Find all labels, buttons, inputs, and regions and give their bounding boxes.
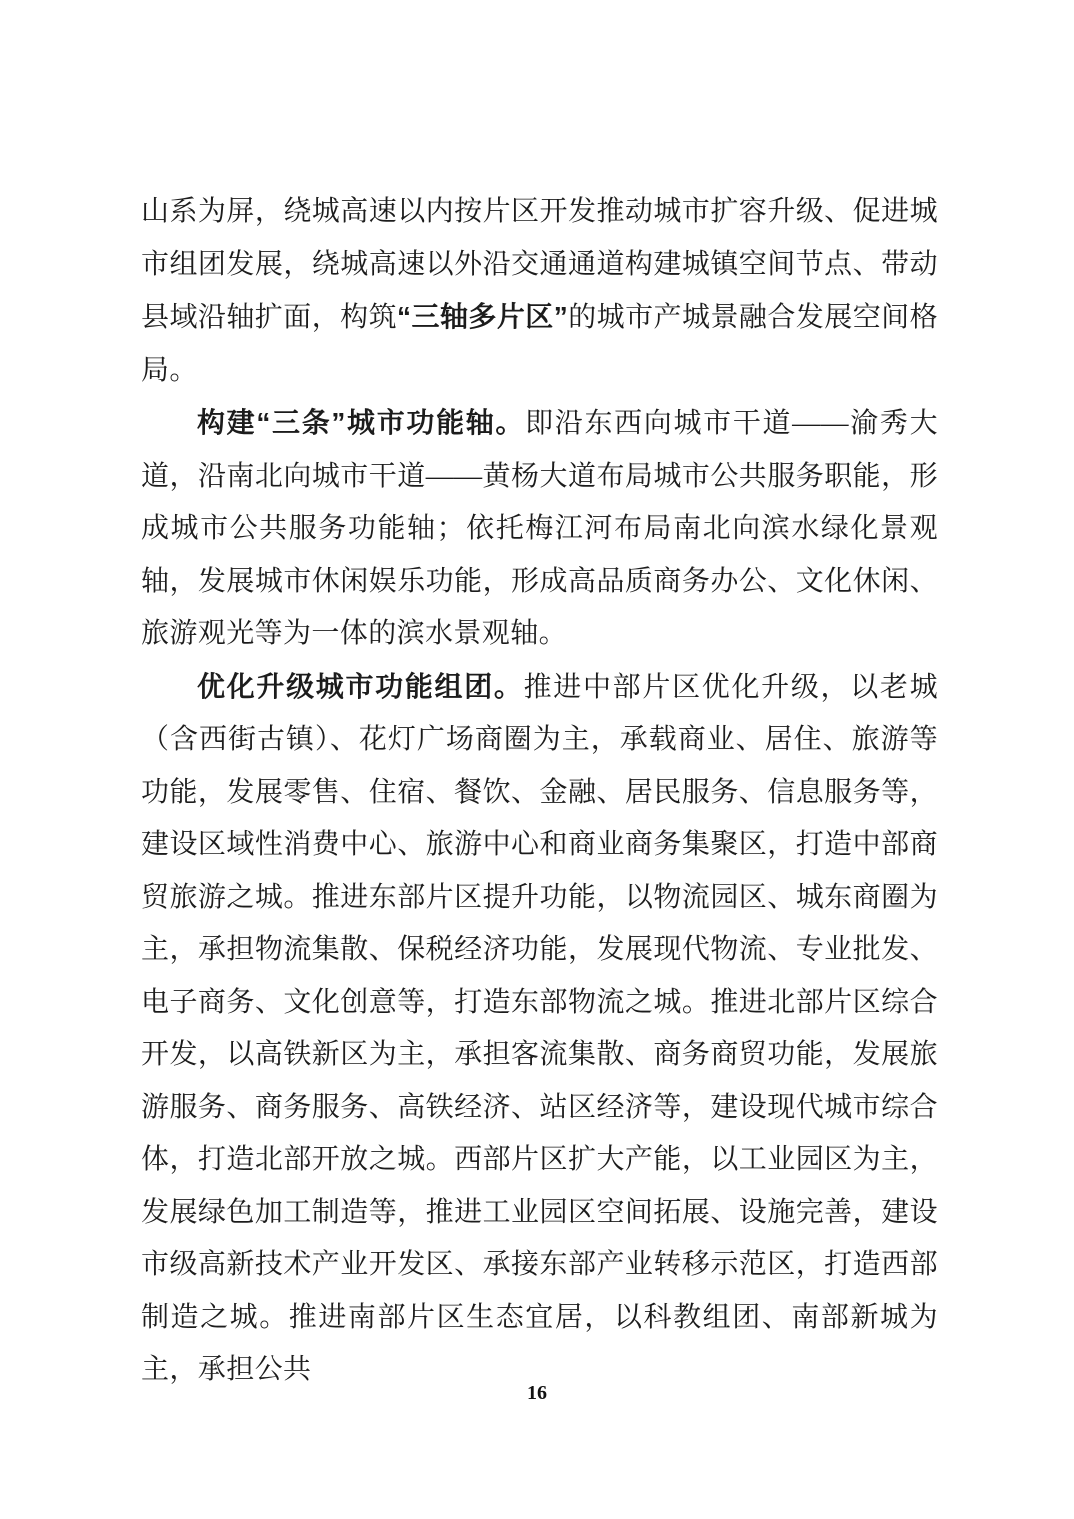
page-footer <box>0 1382 1074 1405</box>
page-number: 16 <box>527 1382 547 1404</box>
text-run: 即沿东西向城市干道——渝秀大道，沿南北向城市干道——黄杨大道布局城市公共服务职能，形成城市公共服务功能轴；依托梅江河布局南北向滨水绿化景观轴，发展城市休闲娱乐功能，形成高品质商务办公、文化休闲、旅游观光等为一体的滨水景观轴。 <box>141 408 938 649</box>
text-run: 山系为屏，绕城高速以内按片区开发推动城市扩容升级、促进城市组团发展，绕城高速以外沿交通通道构建城镇空间节点、带动县域沿轴扩面，构筑 <box>141 196 938 333</box>
document-body <box>141 186 938 1397</box>
text-run: 的城市产城景融合发展空间格局。 <box>141 302 938 386</box>
bold-run: 构建“三条”城市功能轴。 <box>197 407 526 438</box>
paragraph <box>141 186 938 397</box>
text-run: 推进中部片区优化升级，以老城（含西街古镇）、花灯广场商圈为主，承载商业、居住、旅游等功能，发展零售、住宿、餐饮、金融、居民服务、信息服务等，建设区域性消费中心、旅游中心和商业商务集聚区，打造中部商贸旅游之城。推进东部片区提升功能，以物流园区、城东商圈为主，承担物流集散、保税经济功能，发展现代物流、专业批发、电子商务、文化创意等，打造东部物流之城。推进北部片区综合开发，以高铁新区为主，承担客流集散、商务商贸功能，发展旅游服务、商务服务、高铁经济、站区经济等，建设现代城市综合体，打造北部开放之城。西部片区扩大产能，以工业园区为主，发展绿色加工制造等，推进工业园区空间拓展、设施完善，建设市级高新技术产业开发区、承接东部产业转移示范区，打造西部制造之城。推进南部片区生态宜居，以科教组团、南部新城为主，承担公共 <box>141 671 938 1385</box>
paragraph <box>141 397 938 661</box>
bold-run: “三轴多片区” <box>397 301 569 332</box>
paragraph <box>141 661 938 1397</box>
paragraph-container <box>141 186 938 1397</box>
bold-run: 优化升级城市功能组团。 <box>197 670 524 702</box>
